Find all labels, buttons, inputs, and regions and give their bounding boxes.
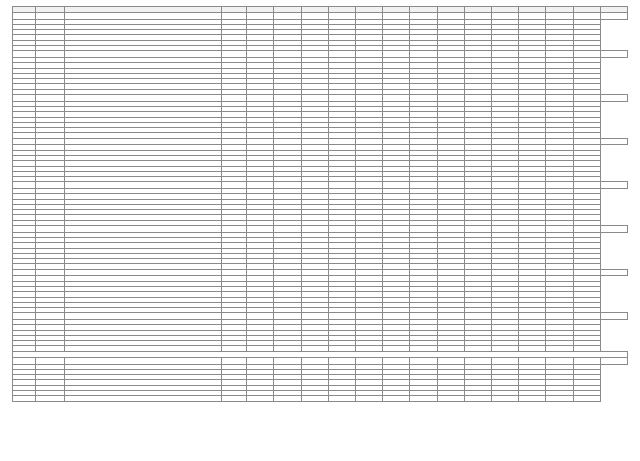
empty-cell <box>519 51 546 58</box>
empty-cell <box>36 51 65 58</box>
empty-cell <box>274 357 301 364</box>
empty-cell <box>36 13 65 20</box>
section-unit <box>222 51 247 58</box>
empty-cell <box>301 182 328 189</box>
empty-cell <box>464 13 491 20</box>
empty-cell <box>410 13 437 20</box>
empty-cell <box>600 138 627 145</box>
empty-cell <box>410 51 437 58</box>
empty-cell <box>600 226 627 233</box>
empty-cell <box>247 182 274 189</box>
empty-cell <box>491 51 518 58</box>
section-number <box>13 182 36 189</box>
empty-cell <box>328 138 355 145</box>
section-number <box>13 95 36 102</box>
empty-cell <box>247 138 274 145</box>
section-number <box>13 357 36 364</box>
section-unit <box>222 95 247 102</box>
empty-cell <box>328 313 355 320</box>
table-cell <box>437 396 464 401</box>
empty-cell <box>247 13 274 20</box>
empty-cell <box>328 182 355 189</box>
empty-cell <box>546 95 573 102</box>
section-description <box>65 51 222 58</box>
empty-cell <box>274 51 301 58</box>
empty-cell <box>491 138 518 145</box>
empty-cell <box>600 13 627 20</box>
empty-cell <box>546 13 573 20</box>
empty-cell <box>301 51 328 58</box>
empty-cell <box>274 138 301 145</box>
empty-cell <box>437 357 464 364</box>
empty-cell <box>356 182 383 189</box>
empty-cell <box>383 182 410 189</box>
table-row <box>13 396 628 401</box>
empty-cell <box>301 313 328 320</box>
empty-cell <box>36 138 65 145</box>
section-row <box>13 138 628 145</box>
empty-cell <box>437 313 464 320</box>
empty-cell <box>383 13 410 20</box>
section-unit <box>222 226 247 233</box>
empty-cell <box>383 269 410 276</box>
section-number <box>13 51 36 58</box>
table-cell <box>573 396 600 401</box>
empty-cell <box>464 95 491 102</box>
empty-cell <box>546 313 573 320</box>
section-description <box>65 13 222 20</box>
table-cell <box>383 396 410 401</box>
empty-cell <box>437 13 464 20</box>
empty-cell <box>247 226 274 233</box>
section-description <box>65 95 222 102</box>
empty-cell <box>301 269 328 276</box>
table-cell <box>546 396 573 401</box>
table-body <box>13 7 628 402</box>
empty-cell <box>356 51 383 58</box>
empty-cell <box>491 95 518 102</box>
empty-cell <box>437 51 464 58</box>
section-description <box>65 357 222 364</box>
empty-cell <box>573 95 600 102</box>
empty-cell <box>573 269 600 276</box>
empty-cell <box>546 226 573 233</box>
section-row <box>13 269 628 276</box>
empty-cell <box>410 95 437 102</box>
empty-cell <box>328 357 355 364</box>
empty-cell <box>356 95 383 102</box>
empty-cell <box>546 138 573 145</box>
empty-cell <box>274 269 301 276</box>
empty-cell <box>464 313 491 320</box>
table-cell <box>247 396 274 401</box>
empty-cell <box>546 357 573 364</box>
empty-cell <box>546 182 573 189</box>
table-cell <box>274 396 301 401</box>
empty-cell <box>274 182 301 189</box>
empty-cell <box>383 95 410 102</box>
section-number <box>13 138 36 145</box>
empty-cell <box>546 269 573 276</box>
empty-cell <box>600 182 627 189</box>
empty-cell <box>274 13 301 20</box>
empty-cell <box>274 95 301 102</box>
empty-cell <box>301 226 328 233</box>
section-row <box>13 313 628 320</box>
empty-cell <box>274 226 301 233</box>
empty-cell <box>36 269 65 276</box>
empty-cell <box>36 313 65 320</box>
empty-cell <box>573 313 600 320</box>
empty-cell <box>301 357 328 364</box>
table-cell <box>65 396 222 401</box>
empty-cell <box>437 269 464 276</box>
empty-cell <box>356 357 383 364</box>
table-cell <box>36 396 65 401</box>
table-cell <box>356 396 383 401</box>
empty-cell <box>356 138 383 145</box>
section-row <box>13 182 628 189</box>
empty-cell <box>491 13 518 20</box>
empty-cell <box>519 269 546 276</box>
empty-cell <box>491 313 518 320</box>
empty-cell <box>600 357 627 364</box>
empty-cell <box>437 95 464 102</box>
section-unit <box>222 13 247 20</box>
section-description <box>65 269 222 276</box>
empty-cell <box>36 182 65 189</box>
empty-cell <box>519 313 546 320</box>
empty-cell <box>247 269 274 276</box>
empty-cell <box>573 13 600 20</box>
empty-cell <box>464 182 491 189</box>
empty-cell <box>247 51 274 58</box>
section-row <box>13 51 628 58</box>
empty-cell <box>383 357 410 364</box>
empty-cell <box>600 269 627 276</box>
empty-cell <box>491 226 518 233</box>
empty-cell <box>491 269 518 276</box>
section-row <box>13 226 628 233</box>
section-number <box>13 269 36 276</box>
empty-cell <box>437 138 464 145</box>
empty-cell <box>274 313 301 320</box>
section-unit <box>222 269 247 276</box>
section-unit <box>222 357 247 364</box>
empty-cell <box>410 313 437 320</box>
empty-cell <box>519 13 546 20</box>
table-cell <box>491 396 518 401</box>
section-row <box>13 357 628 364</box>
empty-cell <box>328 51 355 58</box>
empty-cell <box>301 95 328 102</box>
empty-cell <box>410 269 437 276</box>
empty-cell <box>491 357 518 364</box>
empty-cell <box>247 313 274 320</box>
statistics-table <box>12 6 628 402</box>
empty-cell <box>464 51 491 58</box>
section-description <box>65 138 222 145</box>
section-row <box>13 13 628 20</box>
empty-cell <box>491 182 518 189</box>
empty-cell <box>410 226 437 233</box>
section-number <box>13 13 36 20</box>
empty-cell <box>36 95 65 102</box>
empty-cell <box>356 313 383 320</box>
empty-cell <box>247 357 274 364</box>
empty-cell <box>519 95 546 102</box>
empty-cell <box>410 138 437 145</box>
empty-cell <box>328 269 355 276</box>
empty-cell <box>600 313 627 320</box>
empty-cell <box>573 138 600 145</box>
section-number <box>13 313 36 320</box>
document-page <box>12 6 628 402</box>
section-description <box>65 313 222 320</box>
empty-cell <box>600 51 627 58</box>
empty-cell <box>356 269 383 276</box>
empty-cell <box>519 357 546 364</box>
empty-cell <box>301 138 328 145</box>
empty-cell <box>573 357 600 364</box>
empty-cell <box>301 13 328 20</box>
empty-cell <box>519 226 546 233</box>
section-unit <box>222 313 247 320</box>
empty-cell <box>573 226 600 233</box>
empty-cell <box>328 13 355 20</box>
section-unit <box>222 182 247 189</box>
section-unit <box>222 138 247 145</box>
table-cell <box>519 396 546 401</box>
empty-cell <box>328 95 355 102</box>
table-cell <box>328 396 355 401</box>
empty-cell <box>464 226 491 233</box>
empty-cell <box>36 357 65 364</box>
empty-cell <box>546 51 573 58</box>
empty-cell <box>464 357 491 364</box>
empty-cell <box>356 13 383 20</box>
empty-cell <box>247 95 274 102</box>
section-number <box>13 226 36 233</box>
table-cell <box>222 396 247 401</box>
empty-cell <box>410 357 437 364</box>
empty-cell <box>573 51 600 58</box>
table-cell <box>410 396 437 401</box>
empty-cell <box>464 138 491 145</box>
empty-cell <box>36 226 65 233</box>
empty-cell <box>437 226 464 233</box>
empty-cell <box>383 313 410 320</box>
empty-cell <box>464 269 491 276</box>
empty-cell <box>328 226 355 233</box>
empty-cell <box>519 138 546 145</box>
section-row <box>13 95 628 102</box>
row-label <box>13 396 36 401</box>
empty-cell <box>383 51 410 58</box>
empty-cell <box>600 95 627 102</box>
empty-cell <box>410 182 437 189</box>
empty-cell <box>383 138 410 145</box>
empty-cell <box>383 226 410 233</box>
empty-cell <box>519 182 546 189</box>
table-cell <box>464 396 491 401</box>
section-description <box>65 226 222 233</box>
empty-cell <box>437 182 464 189</box>
table-cell <box>301 396 328 401</box>
empty-cell <box>356 226 383 233</box>
section-description <box>65 182 222 189</box>
empty-cell <box>573 182 600 189</box>
